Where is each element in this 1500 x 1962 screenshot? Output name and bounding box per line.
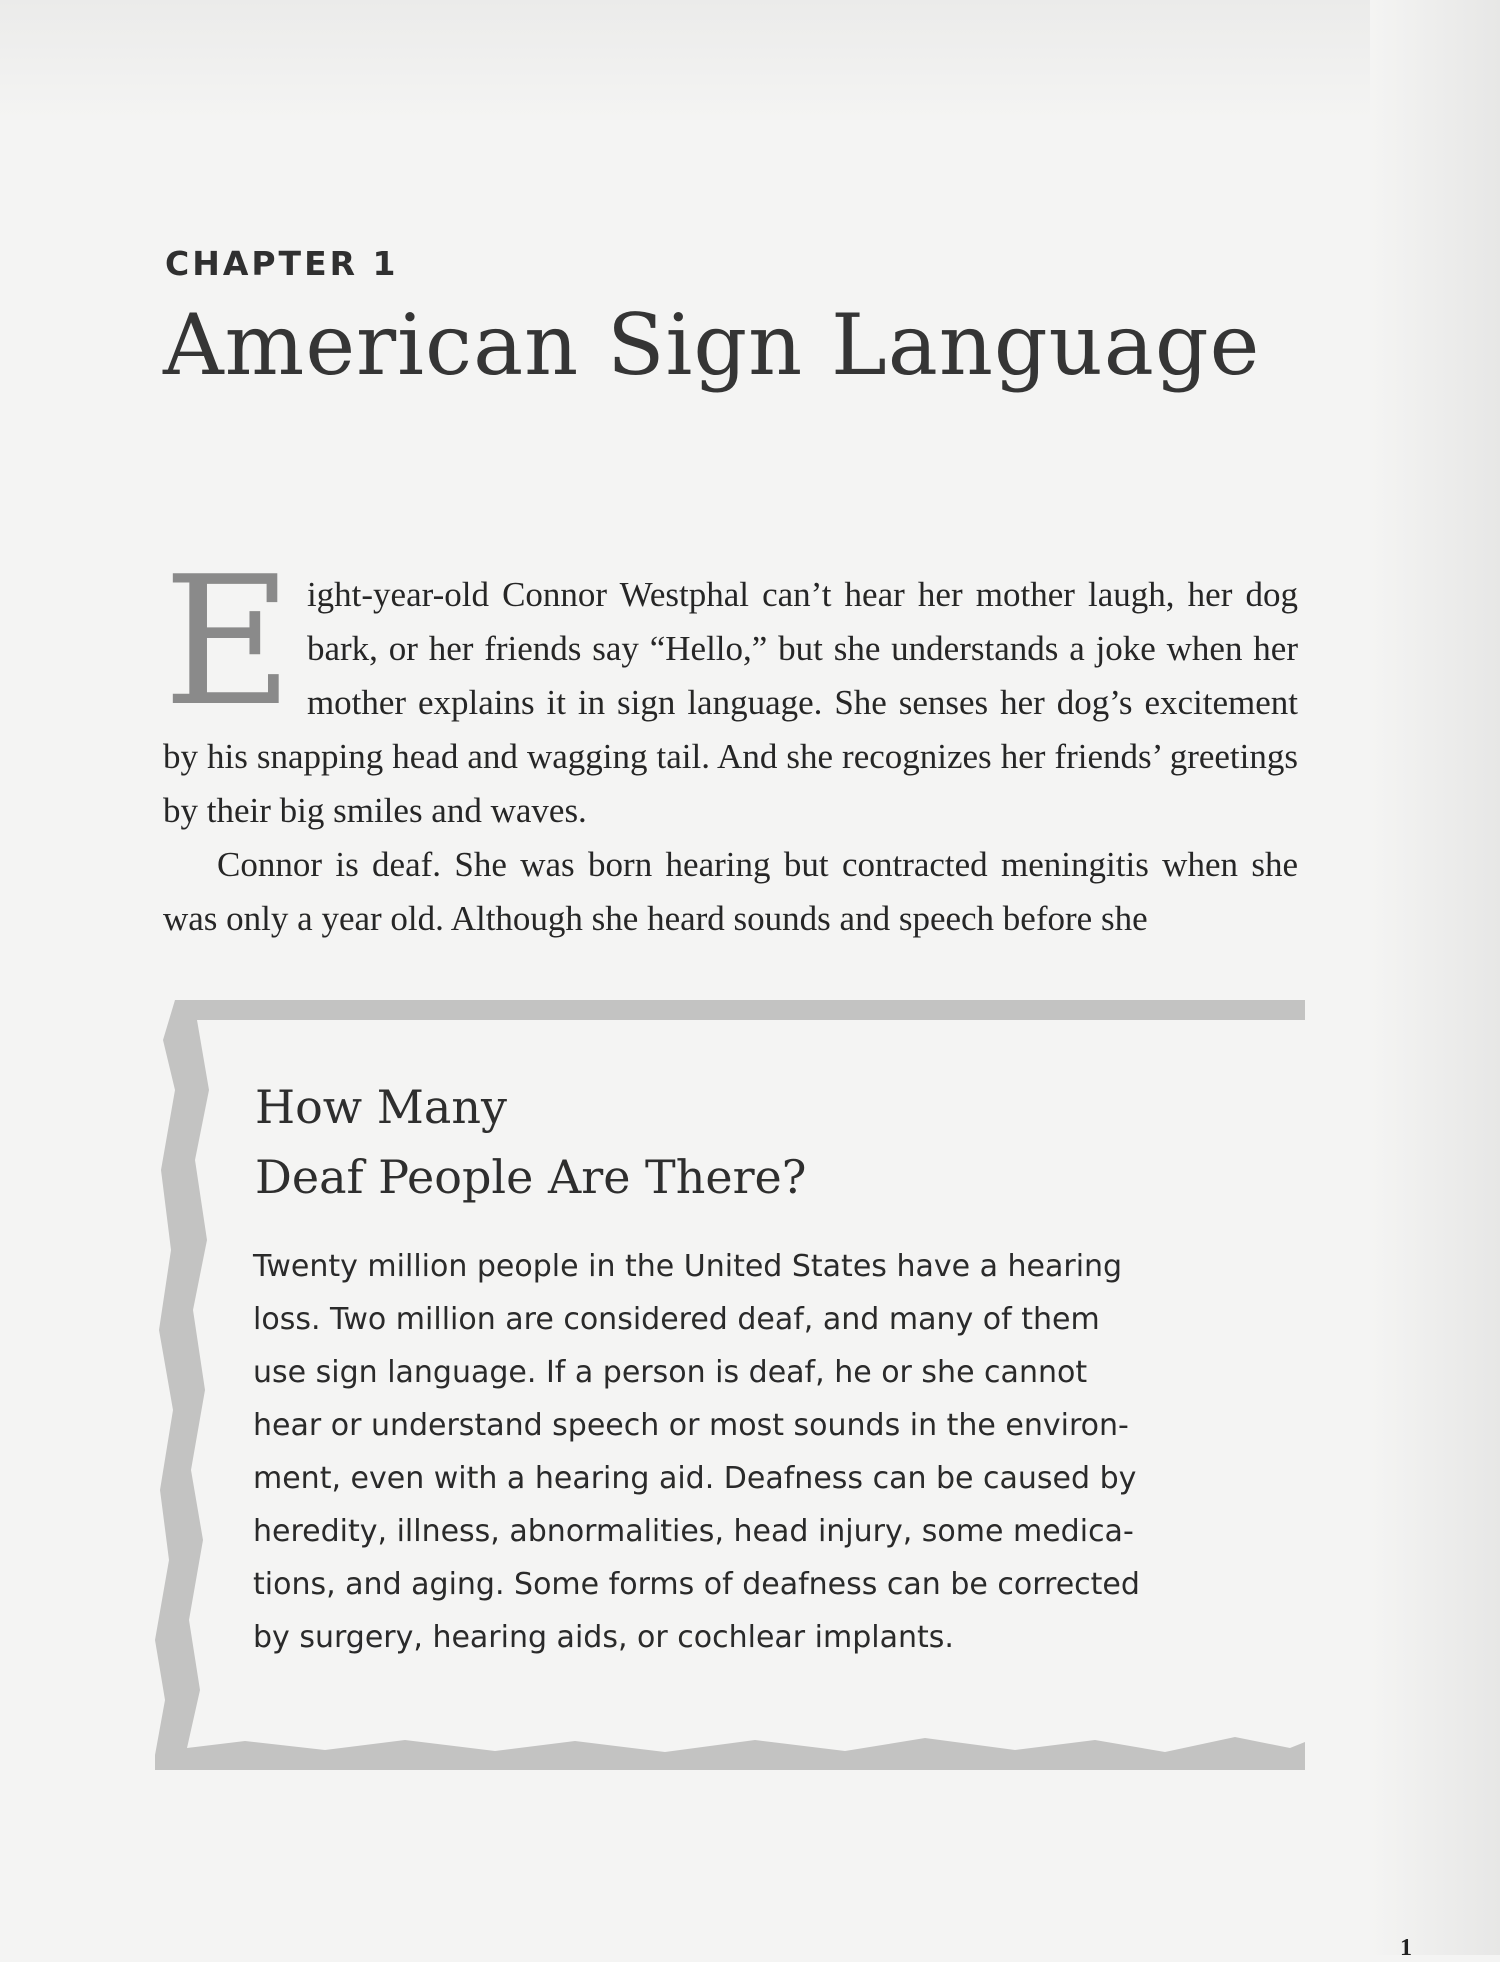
sidebar-line: ment, even with a hearing aid. Deafness can be caused by (253, 1461, 1137, 1496)
page-edge-shading (1370, 0, 1500, 1955)
sidebar-line: tions, and aging. Some forms of deafness can be corrected (253, 1567, 1140, 1602)
sidebar-line: by surgery, hearing aids, or cochlear implants. (253, 1620, 954, 1655)
chapter-label: CHAPTER 1 (165, 244, 399, 283)
sidebar-line: hear or understand speech or most sounds in the environ- (253, 1408, 1129, 1443)
sidebar-title-line-1: How Many (255, 1080, 507, 1134)
sidebar-title-line-2: Deaf People Are There? (255, 1150, 807, 1204)
paragraph-1 (163, 538, 1298, 838)
drop-cap: E (163, 538, 293, 745)
page-number: 1 (1400, 1935, 1412, 1961)
sidebar-body (253, 1240, 1193, 1664)
sidebar-line: loss. Two million are considered deaf, and many of them (253, 1302, 1100, 1337)
sidebar-line: use sign language. If a person is deaf, he or she cannot (253, 1355, 1088, 1390)
chapter-title: American Sign Language (163, 296, 1261, 394)
sidebar-title (255, 1072, 806, 1212)
paragraph-2: Connor is deaf. She was born hearing but contracted meningitis when she was only a year old. Although she heard sounds and speech before she (163, 845, 1298, 938)
sidebar-line: Twenty million people in the United States have a hearing (253, 1249, 1123, 1284)
paragraph-1-text: ight-year-old Connor Westphal can’t hear her mother laugh, her dog bark, or her friends say “Hello,” but she understands a joke when her mother explains it in sign language. She senses her dog’s excitement by his snapping head and wagging tail. And she recognizes her friends’ greetings by their big smiles and waves. (163, 575, 1298, 830)
sidebar-line: heredity, illness, abnormalities, head injury, some medica- (253, 1514, 1134, 1549)
page-top-shading (0, 0, 1500, 120)
sidebar-box (155, 1000, 1305, 1770)
body-text (163, 538, 1298, 946)
